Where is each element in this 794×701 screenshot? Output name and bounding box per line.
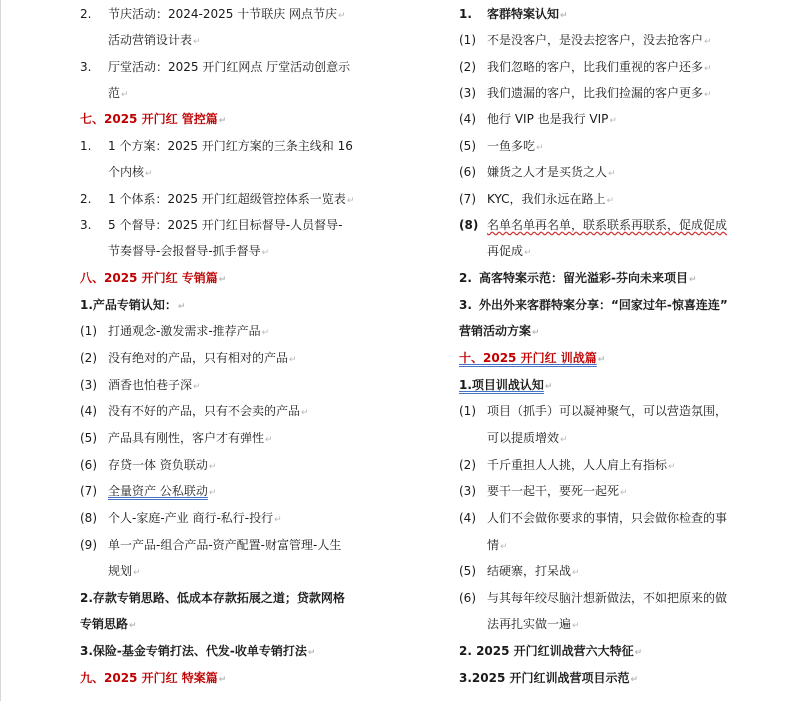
list-item-continuation: 范↵: [108, 86, 129, 100]
list-item: (5) 结硬寨，打呆战↵: [459, 564, 580, 578]
paragraph-mark-icon: ↵: [208, 462, 217, 472]
paragraph-mark-icon: ↵: [532, 328, 540, 338]
paragraph-mark-icon: ↵: [609, 116, 617, 126]
paragraph-mark-icon: ↵: [536, 143, 544, 153]
paragraph-mark-icon: ↵: [301, 408, 309, 418]
list-item-continuation: 活动营销设计表↵: [108, 33, 201, 47]
subheading: 1.项目训战认知↵: [459, 378, 553, 392]
paragraph-mark-icon: ↵: [608, 169, 616, 179]
list-item: (9) 单一产品-组合产品-资产配置-财富管理-人生: [80, 538, 342, 552]
section-heading: 九、2025 开门红 特案篇↵: [80, 671, 227, 685]
paragraph-mark-icon: ↵: [634, 648, 643, 658]
list-item: (5) 一鱼多吃↵: [459, 139, 544, 153]
paragraph-mark-icon: ↵: [620, 488, 628, 498]
paragraph-mark-icon: ↵: [261, 328, 270, 338]
paragraph-mark-icon: ↵: [208, 488, 217, 498]
list-item: (7) KYC，我们永远在路上↵: [459, 192, 615, 206]
list-item: (1) 项目（抓手）可以凝神聚气，可以营造氛围，: [459, 404, 728, 418]
list-item-continuation: 情↵: [487, 538, 508, 552]
list-item: (2) 我们忽略的客户，比我们重视的客户还多↵: [459, 60, 712, 74]
paragraph-mark-icon: ↵: [544, 382, 553, 392]
list-item: (3) 我们遗漏的客户，比我们捡漏的客户更多↵: [459, 86, 712, 100]
paragraph-mark-icon: ↵: [261, 248, 270, 258]
paragraph-mark-icon: ↵: [572, 568, 580, 578]
list-item: 1. 1 个方案：2025 开门红方案的三条主线和 16: [80, 139, 353, 153]
subheading: 3.2025 开门红训战营项目示范↵: [459, 671, 639, 685]
list-item: 3. 5 个督导：2025 开门红目标督导-人员督导-: [80, 218, 343, 232]
paragraph-mark-icon: ↵: [218, 116, 227, 126]
list-item: (5) 产品具有刚性，客户才有弹性↵: [80, 431, 273, 445]
list-item: (3) 酒香也怕巷子深↵: [80, 378, 201, 392]
list-item-continuation: 节奏督导-会报督导-抓手督导↵: [108, 244, 270, 258]
list-item: (4) 没有不好的产品，只有不会卖的产品↵: [80, 404, 309, 418]
section-heading: 十、2025 开门红 训战篇↵: [459, 351, 606, 365]
paragraph-mark-icon: ↵: [560, 435, 568, 445]
page-margin-line: [0, 0, 1, 701]
list-item: (6) 存贷一体 资负联动↵: [80, 458, 217, 472]
list-item: (2) 没有绝对的产品，只有相对的产品↵: [80, 351, 297, 365]
list-item-continuation: 可以提质增效↵: [487, 431, 568, 445]
paragraph-mark-icon: ↵: [218, 675, 227, 685]
subheading-continuation: 营销活动方案↵: [459, 324, 540, 338]
list-item-continuation: 法再扎实做一遍↵: [487, 617, 580, 631]
list-item: (2) 千斤重担人人挑，人人肩上有指标↵: [459, 458, 676, 472]
section-heading: 七、2025 开门红 管控篇↵: [80, 112, 227, 126]
subheading: 2.存款专销思路、低成本存款拓展之道；贷款网格: [80, 591, 345, 605]
paragraph-mark-icon: ↵: [704, 64, 712, 74]
list-item: 3. 厅堂活动：2025 开门红网点 厅堂活动创意示: [80, 60, 351, 74]
list-item: (4) 人们不会做你要求的事情，只会做你检查的事: [459, 511, 728, 525]
list-item: (6) 与其每年绞尽脑汁想新做法，不如把原来的做: [459, 591, 728, 605]
paragraph-mark-icon: ↵: [346, 196, 355, 206]
paragraph-mark-icon: ↵: [145, 169, 153, 179]
list-item: (1) 打通观念-激发需求-推荐产品↵: [80, 324, 270, 338]
list-item: (8) 名单名单再名单，联系联系再联系，促成促成: [459, 218, 728, 232]
paragraph-mark-icon: ↵: [560, 11, 568, 21]
list-item: (3) 要干一起干，要死一起死↵: [459, 484, 628, 498]
paragraph-mark-icon: ↵: [193, 37, 201, 47]
paragraph-mark-icon: ↵: [688, 275, 697, 285]
paragraph-mark-icon: ↵: [307, 648, 316, 658]
paragraph-mark-icon: ↵: [704, 37, 712, 47]
paragraph-mark-icon: ↵: [338, 11, 346, 21]
subheading: 1. 客群特案认知↵: [459, 7, 568, 21]
subheading: 2. 高客特案示范：留光溢彩-芬向未来项目↵: [459, 271, 697, 285]
subheading: 2. 2025 开门红训战营六大特征↵: [459, 644, 643, 658]
paragraph-mark-icon: ↵: [193, 382, 201, 392]
paragraph-mark-icon: ↵: [177, 302, 186, 312]
section-heading: 八、2025 开门红 专销篇↵: [80, 271, 227, 285]
paragraph-mark-icon: ↵: [606, 196, 615, 206]
list-item-continuation: 再促成↵: [487, 244, 532, 258]
list-item: 2. 1 个体系：2025 开门红超级管控体系一览表↵: [80, 192, 355, 206]
paragraph-mark-icon: ↵: [500, 542, 508, 552]
list-item: (1) 不是没客户，是没去挖客户，没去抢客户↵: [459, 33, 712, 47]
paragraph-mark-icon: ↵: [121, 90, 129, 100]
paragraph-mark-icon: ↵: [129, 621, 137, 631]
subheading-continuation: 专销思路↵: [80, 617, 137, 631]
subheading: 3. 外出外来客群特案分享：“回家过年-惊喜连连”: [459, 298, 728, 312]
list-item: (7) 全量资产 公私联动↵: [80, 484, 217, 498]
paragraph-mark-icon: ↵: [668, 462, 676, 472]
subheading: 3.保险-基金专销打法、代发-收单专销打法↵: [80, 644, 316, 658]
paragraph-mark-icon: ↵: [289, 355, 297, 365]
list-item-continuation: 规划↵: [108, 564, 141, 578]
paragraph-mark-icon: ↵: [218, 275, 227, 285]
paragraph-mark-icon: ↵: [274, 515, 282, 525]
list-item: (6) 嫌货之人才是买货之人↵: [459, 165, 616, 179]
list-item: (4) 他行 VIP 也是我行 VIP↵: [459, 112, 617, 126]
list-item: 2. 节庆活动：2024-2025 十节联庆 网点节庆↵: [80, 7, 346, 21]
paragraph-mark-icon: ↵: [572, 621, 580, 631]
list-item: (8) 个人-家庭-产业 商行-私行-投行↵: [80, 511, 282, 525]
list-item-continuation: 个内核↵: [108, 165, 153, 179]
paragraph-mark-icon: ↵: [630, 675, 639, 685]
paragraph-mark-icon: ↵: [265, 435, 273, 445]
paragraph-mark-icon: ↵: [524, 248, 532, 258]
paragraph-mark-icon: ↵: [704, 90, 712, 100]
paragraph-mark-icon: ↵: [597, 355, 606, 365]
paragraph-mark-icon: ↵: [133, 568, 141, 578]
subheading: 1.产品专销认知：↵: [80, 298, 186, 312]
